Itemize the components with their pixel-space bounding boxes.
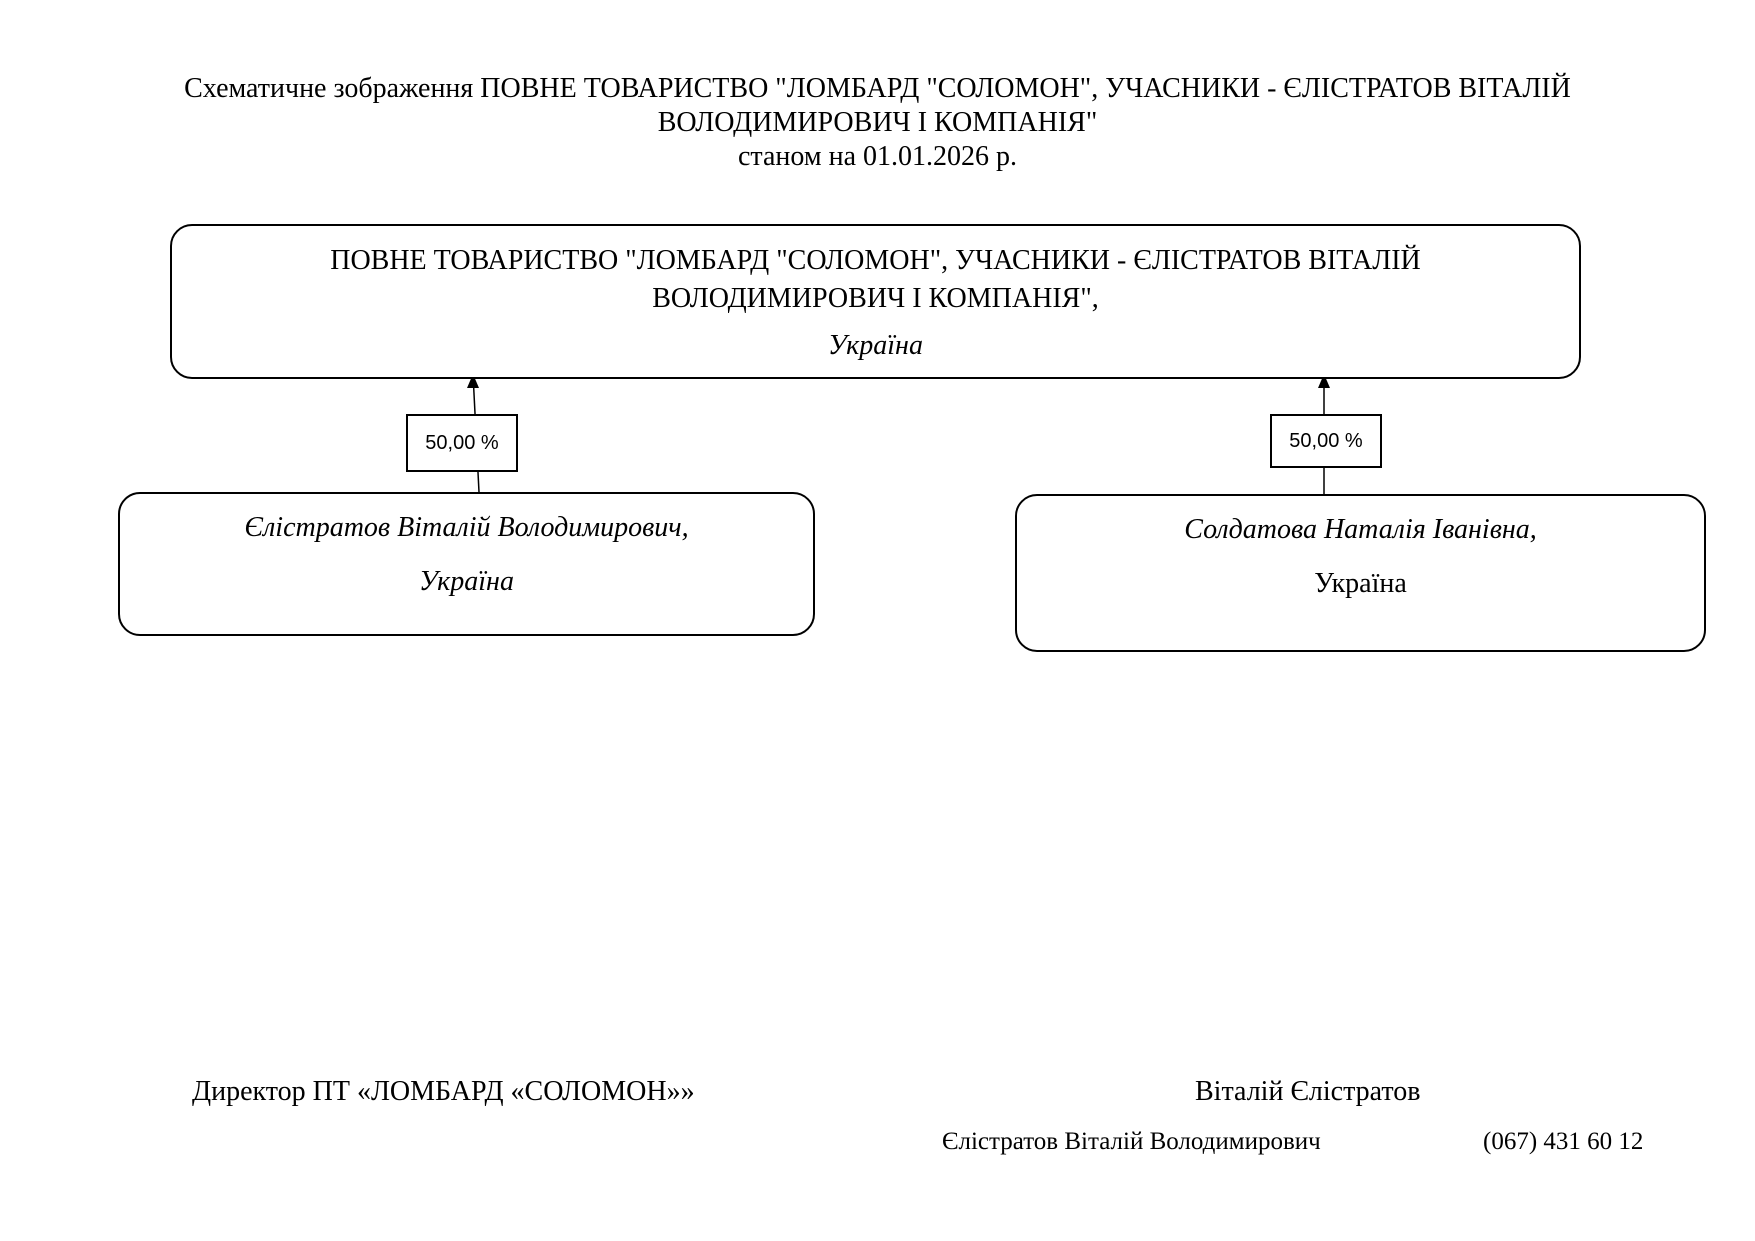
director-position: Директор ПТ «ЛОМБАРД «СОЛОМОН»»: [192, 1076, 695, 1107]
executor-phone: (067) 431 60 12: [1483, 1128, 1644, 1155]
main-entity-node: [170, 224, 1581, 379]
share-label-left: 50,00 %: [406, 414, 518, 472]
participant-name-left: Єлістратов Віталій Володимирович,: [244, 512, 689, 543]
participant-name-right: Солдатова Наталія Іванівна,: [1184, 514, 1537, 545]
participant-node-right: [1015, 494, 1706, 652]
signature-name: Віталій Єлістратов: [1195, 1076, 1421, 1107]
main-entity-country: Україна: [828, 330, 923, 361]
executor-name: Єлістратов Віталій Володимирович: [942, 1128, 1321, 1155]
participant-country-left: Україна: [419, 566, 514, 597]
main-entity-name-line-1: ПОВНЕ ТОВАРИСТВО "ЛОМБАРД "СОЛОМОН", УЧАСНИКИ - ЄЛІСТРАТОВ ВІТАЛІЙ: [330, 245, 1421, 276]
title-date-line: станом на 01.01.2026 р.: [737, 141, 1017, 172]
participant-node-left: [118, 492, 815, 636]
title-line-1: Схематичне зображення ПОВНЕ ТОВАРИСТВО "ЛОМБАРД "СОЛОМОН", УЧАСНИКИ - ЄЛІСТРАТОВ ВІТАЛІЙ: [184, 73, 1571, 104]
participant-country-right: Україна: [1314, 568, 1407, 599]
main-entity-name: [172, 242, 1579, 318]
title-line-2: ВОЛОДИМИРОВИЧ І КОМПАНІЯ": [657, 107, 1098, 138]
share-label-right: 50,00 %: [1270, 414, 1382, 468]
main-entity-name-line-2: ВОЛОДИМИРОВИЧ І КОМПАНІЯ",: [652, 283, 1099, 314]
